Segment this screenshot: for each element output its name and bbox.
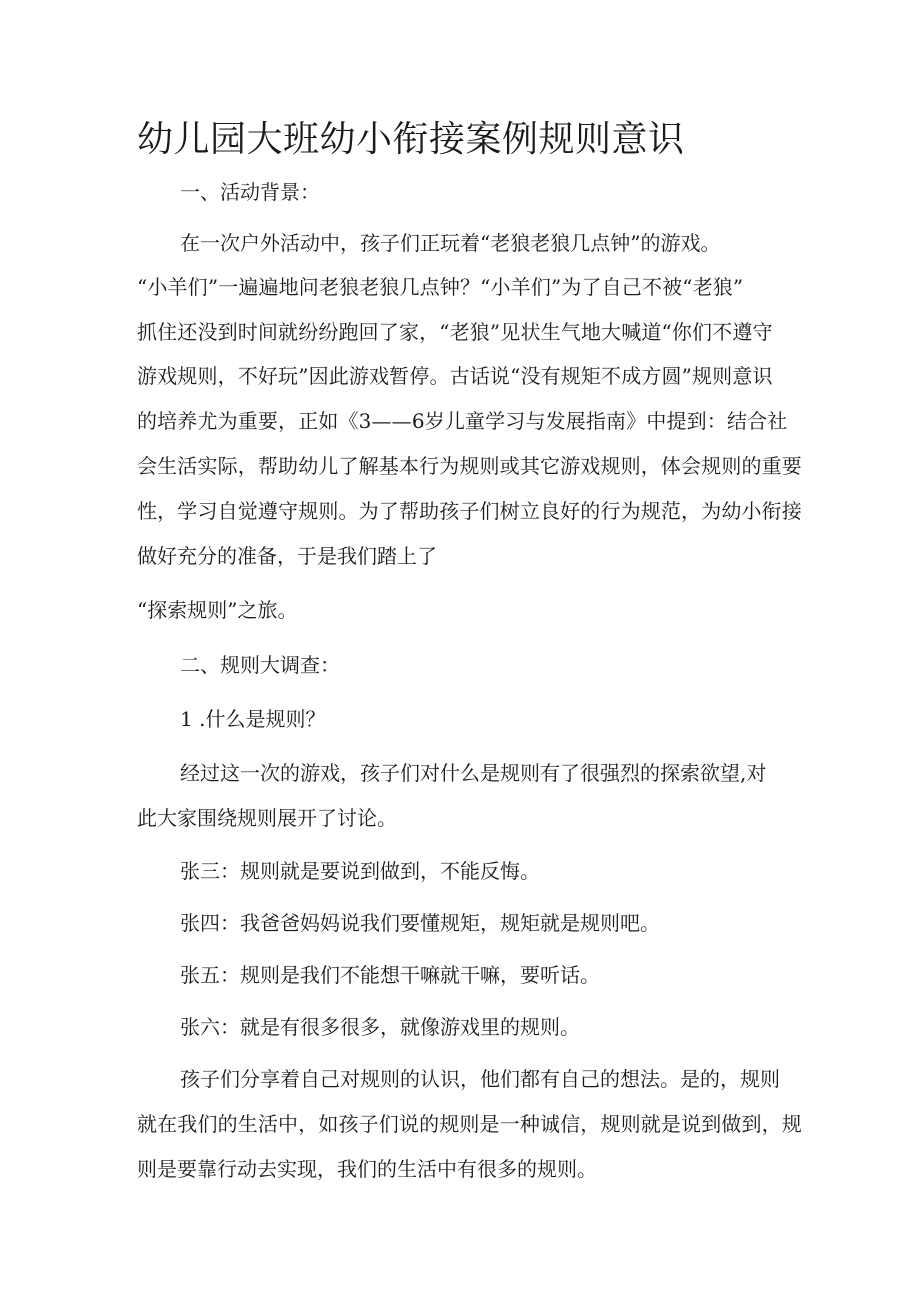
paragraph-line: 的培养尤为重要，正如《3——6岁儿童学习与发展指南》中提到：结合社 bbox=[137, 409, 788, 433]
paragraph-line: 则是要靠行动去实现，我们的生活中有很多的规则。 bbox=[137, 1157, 597, 1181]
quote-line: 张五：规则是我们不能想干嘛就干嘛，要听话。 bbox=[180, 963, 600, 987]
paragraph-line: 此大家围绕规则展开了讨论。 bbox=[137, 806, 397, 830]
paragraph-line: 在一次户外活动中，孩子们正玩着“老狼老狼几点钟”的游戏。 bbox=[180, 231, 721, 255]
paragraph-line: 做好充分的准备，于是我们踏上了 bbox=[137, 544, 437, 568]
quote-line: 张六：就是有很多很多，就像游戏里的规则。 bbox=[180, 1015, 580, 1039]
section-heading-survey: 二、规则大调查： bbox=[180, 653, 340, 677]
subsection-heading: 1 .什么是规则？ bbox=[180, 707, 326, 731]
paragraph-line: “小羊们”一遍遍地问老狼老狼几点钟？“小羊们”为了自己不被“老狼” bbox=[137, 275, 744, 299]
quote-line: 张三：规则就是要说到做到，不能反悔。 bbox=[180, 859, 540, 883]
paragraph-line: 经过这一次的游戏，孩子们对什么是规则有了很强烈的探索欲望,对 bbox=[180, 761, 767, 785]
paragraph-line: 会生活实际，帮助幼儿了解基本行为规则或其它游戏规则，体会规则的重要 bbox=[137, 454, 802, 478]
section-heading-background: 一、活动背景： bbox=[180, 180, 320, 204]
paragraph-line: 抓住还没到时间就纷纷跑回了家，“老狼”见状生气地大喊道“你们不遵守 bbox=[137, 320, 773, 344]
paragraph-line: 就在我们的生活中，如孩子们说的规则是一种诚信，规则就是说到做到，规 bbox=[137, 1112, 802, 1136]
paragraph-line: “探索规则”之旅。 bbox=[137, 598, 298, 622]
quote-line: 张四：我爸爸妈妈说我们要懂规矩，规矩就是规则吧。 bbox=[180, 911, 660, 935]
paragraph-line: 性，学习自觉遵守规则。为了帮助孩子们树立良好的行为规范，为幼小衔接 bbox=[137, 499, 802, 523]
paragraph-line: 孩子们分享着自己对规则的认识，他们都有自己的想法。是的，规则 bbox=[180, 1067, 780, 1091]
document-title: 幼儿园大班幼小衔接案例规则意识 bbox=[137, 119, 685, 160]
paragraph-line: 游戏规则，不好玩”因此游戏暂停。古话说“没有规矩不成方圆”规则意识 bbox=[137, 364, 773, 388]
